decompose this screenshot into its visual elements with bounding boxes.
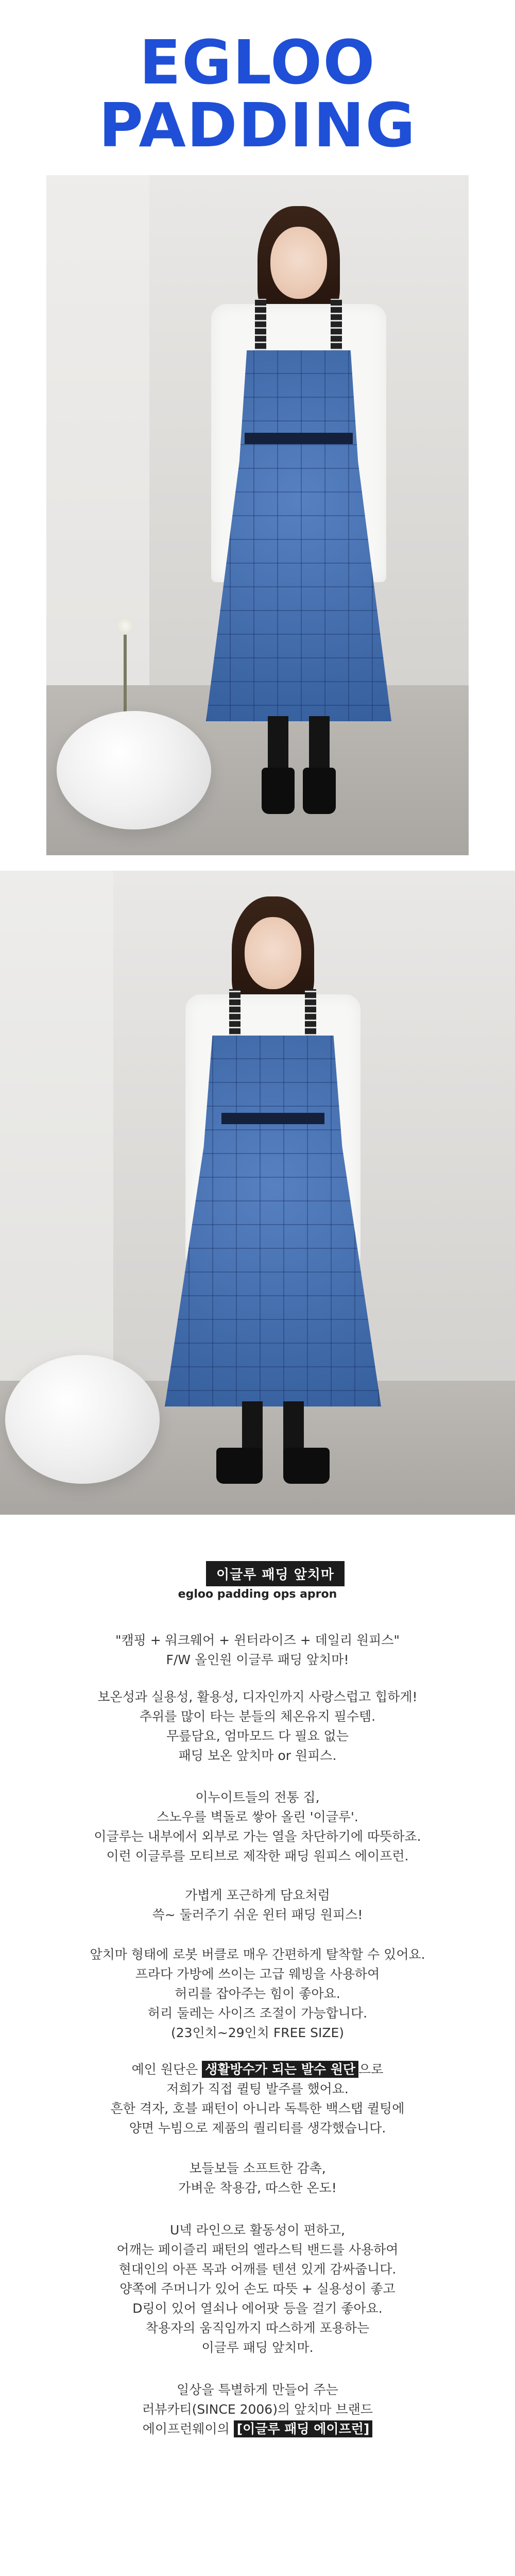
product-photo-2 bbox=[0, 871, 515, 1515]
copy-paragraph-6 bbox=[52, 2060, 464, 2138]
copy-line: F/W 올인원 이글루 패딩 앞치마! bbox=[166, 1652, 349, 1667]
copy-line: D링이 있어 열쇠나 에어팟 등을 걸기 좋아요. bbox=[132, 2301, 383, 2316]
model-figure bbox=[196, 196, 402, 835]
copy-line: 가벼운 착용감, 따스한 온도! bbox=[178, 2180, 337, 2195]
product-name-english: egloo padding ops apron bbox=[178, 1588, 337, 1601]
copy-line: 보들보들 소프트한 감촉, bbox=[189, 2161, 326, 2176]
product-highlight: [이글루 패딩 에이프런] bbox=[234, 2420, 373, 2437]
copy-line: 보온성과 실용성, 활용성, 디자인까지 사랑스럽고 힙하게! bbox=[97, 1689, 418, 1704]
copy-line: 가볍게 포근하게 담요처럼 bbox=[185, 1888, 330, 1903]
copy-line: 흔한 격자, 호블 패턴이 아니라 독특한 백스탭 퀼팅에 bbox=[110, 2101, 405, 2116]
model-figure bbox=[154, 886, 391, 1504]
waterproof-highlight: 생활방수가 되는 발수 원단 bbox=[202, 2061, 358, 2078]
copy-line: 어깨는 페이즐리 패턴의 엘라스틱 밴드를 사용하여 bbox=[116, 2242, 399, 2257]
copy-line: 러뷰카티(SINCE 2006)의 앞치마 브랜드 bbox=[142, 2402, 373, 2417]
product-photo-1 bbox=[46, 175, 469, 855]
copy-line-lead: 에이프런웨이의 bbox=[142, 2421, 234, 2436]
copy-line: 저희가 직접 퀼팅 발주를 했어요. bbox=[166, 2081, 349, 2096]
copy-line: 이누이트들의 전통 집, bbox=[195, 1790, 320, 1805]
copy-line: 패딩 보온 앞치마 or 원피스. bbox=[178, 1748, 337, 1763]
copy-paragraph-2 bbox=[52, 1687, 464, 1766]
copy-paragraph-4 bbox=[52, 1886, 464, 1925]
copy-paragraph-5 bbox=[52, 1945, 464, 2043]
copy-line-tail: 으로 bbox=[358, 2062, 384, 2077]
copy-line: 양쪽에 주머니가 있어 손도 따뜻 + 실용성이 좋고 bbox=[119, 2281, 396, 2296]
copy-line: 허리 둘레는 사이즈 조절이 가능합니다. bbox=[147, 2006, 368, 2021]
copy-line: (23인치~29인치 FREE SIZE) bbox=[170, 2025, 345, 2040]
product-name-label: 이글루 패딩 앞치마 bbox=[206, 1561, 345, 1586]
copy-line: 쓱~ 둘러주기 쉬운 윈터 패딩 원피스! bbox=[152, 1907, 363, 1922]
copy-line: 착용자의 움직임까지 따스하게 포용하는 bbox=[145, 2320, 370, 2335]
hero-title bbox=[0, 27, 515, 161]
copy-paragraph-3 bbox=[52, 1788, 464, 1866]
copy-line: 이런 이글루를 모티브로 제작한 패딩 원피스 에이프런. bbox=[106, 1849, 409, 1863]
copy-line: 양면 누빔으로 제품의 퀄리티를 생각했습니다. bbox=[129, 2121, 386, 2136]
copy-paragraph-1 bbox=[52, 1631, 464, 1670]
copy-line: 앞치마 형태에 로봇 버클로 매우 간편하게 탈착할 수 있어요. bbox=[90, 1947, 425, 1962]
copy-line: U넥 라인으로 활동성이 편하고, bbox=[170, 2223, 345, 2238]
copy-line: 이글루 패딩 앞치마. bbox=[201, 2340, 314, 2355]
copy-line: 일상을 특별하게 만들어 주는 bbox=[177, 2382, 338, 2397]
copy-line: 프라다 가방에 쓰이는 고급 웨빙을 사용하여 bbox=[135, 1967, 380, 1981]
copy-line: 무릎담요, 엄마모드 다 필요 없는 bbox=[166, 1728, 349, 1743]
copy-paragraph-8 bbox=[52, 2221, 464, 2358]
copy-line: "캠핑 + 워크웨어 + 윈터라이즈 + 데일리 원피스" bbox=[115, 1633, 400, 1648]
hero-title-line1: EGLOO bbox=[139, 27, 376, 98]
copy-paragraph-9 bbox=[52, 2380, 464, 2439]
hero-title-line2: PADDING bbox=[98, 90, 417, 161]
copy-line: 이글루는 내부에서 외부로 가는 열을 차단하기에 따뜻하죠. bbox=[94, 1829, 421, 1844]
copy-line: 추위를 많이 타는 분들의 체온유지 필수템. bbox=[139, 1709, 376, 1724]
copy-line-lead: 예인 원단은 bbox=[131, 2062, 202, 2077]
copy-paragraph-7 bbox=[52, 2159, 464, 2198]
copy-line: 허리를 잡아주는 힘이 좋아요. bbox=[175, 1986, 340, 2001]
copy-line: 스노우를 벽돌로 쌓아 올린 '이글루'. bbox=[157, 1809, 358, 1824]
copy-line: 현대인의 아픈 목과 어깨를 텐션 있게 감싸줍니다. bbox=[118, 2262, 397, 2277]
